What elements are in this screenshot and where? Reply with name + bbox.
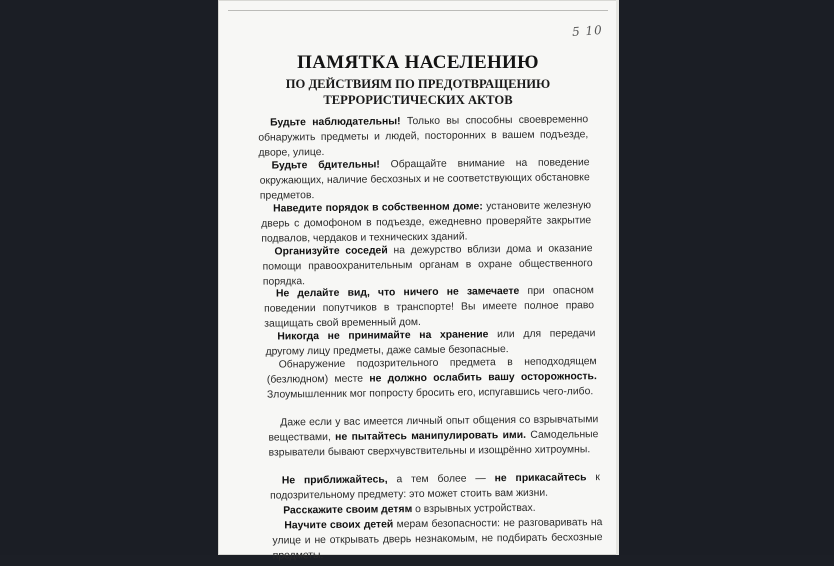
paragraph-emphasis: не пытайтесь манипулировать ими. — [335, 429, 527, 443]
paragraph-text: к подозрительному предмету: это может стоить вам жизни. — [269, 472, 600, 502]
paragraph-observant — [258, 112, 588, 160]
paragraph-lead: Не делайте вид, что ничего не замечаете — [275, 285, 520, 300]
document-subtitle-line-1: ПО ДЕЙСТВИЯМ ПО ПРЕДОТВРАЩЕНИЮ — [285, 77, 551, 91]
paragraph-explosives — [268, 412, 598, 460]
paragraph-vigilant — [260, 155, 590, 203]
paragraph-lead: Будьте бдительны! — [271, 159, 380, 172]
paragraph-text: при опасном поведении попутчиков в транспорте! Вы имеете полное право защищать свой временный дом. — [264, 285, 595, 330]
document-subtitle-line-2: ТЕРРОРИСТИЧЕСКИХ АКТОВ — [323, 93, 513, 107]
paragraph-lead: Научите своих детей — [284, 519, 394, 532]
paragraph-text: о взрывных устройствах. — [412, 502, 536, 516]
paragraph-text: Обнаружение подозрительного предмета в неподходящем (безлюдном) месте — [266, 356, 597, 386]
paragraph-transport — [264, 283, 594, 331]
paragraph-text: на дежурство вблизи дома и оказание помощи правоохранительным органам в охране общественного порядка. — [262, 243, 593, 288]
paragraph-text: мерам безопасности: не разговаривать на улице и не открывать дверь незнакомым, не подбирать бесхозные предметы. — [272, 517, 603, 562]
document-title: ПАМЯТКА НАСЕЛЕНИЮ — [297, 52, 539, 73]
paragraph-lead: Расскажите своим детям — [283, 504, 413, 517]
paragraph-lead: Будьте наблюдательны! — [270, 116, 401, 129]
paragraph-text: а тем более — — [387, 473, 495, 486]
paragraph-emphasis: не прикасайтесь — [494, 472, 587, 485]
handwritten-page-number: 5 10 — [571, 22, 604, 40]
paragraph-teach-children — [272, 515, 602, 563]
paragraph-text: Самодельные взрыватели бывают сверхчувствительны и изощрённо хитроумны. — [268, 429, 599, 459]
paragraph-text: Только вы способны своевременно обнаружить предметы и людей, посторонних в вашем подъезде, дворе, улице. — [258, 114, 589, 159]
paragraph-lead: Никогда не принимайте на хранение — [277, 329, 489, 343]
paragraph-neighbours — [262, 241, 592, 289]
paragraph-text: Обращайте внимание на поведение окружающих, наличие бесхозных и не соответствующих обстановке предметов. — [259, 157, 590, 202]
paragraph-lead: Наведите порядок в собственном доме: — [272, 201, 483, 215]
paragraph-do-not-approach — [270, 470, 600, 503]
paragraph-text: установите железную дверь с домофоном в подъезде, ежедневно проверяйте закрытие подвалов, чердаков и технических зданий. — [261, 200, 592, 245]
paragraph-suspicious-object — [267, 354, 597, 402]
paragraph-lead: Не приближайтесь, — [281, 474, 388, 487]
paragraph-lead: Организуйте соседей — [274, 245, 388, 258]
paragraph-text: Злоумышленник мог попросту бросить его, испугавшись чего-либо. — [266, 386, 594, 401]
paragraph-emphasis: не должно ослабить вашу осторожность. — [369, 371, 597, 385]
paragraph-home-order — [261, 198, 591, 246]
paragraph-text: или для передачи другому лицу предметы, даже самые безопасные. — [265, 328, 596, 358]
paragraph-text: Даже если у вас имеется личный опыт общения со взрывчатыми веществами, — [268, 414, 599, 444]
